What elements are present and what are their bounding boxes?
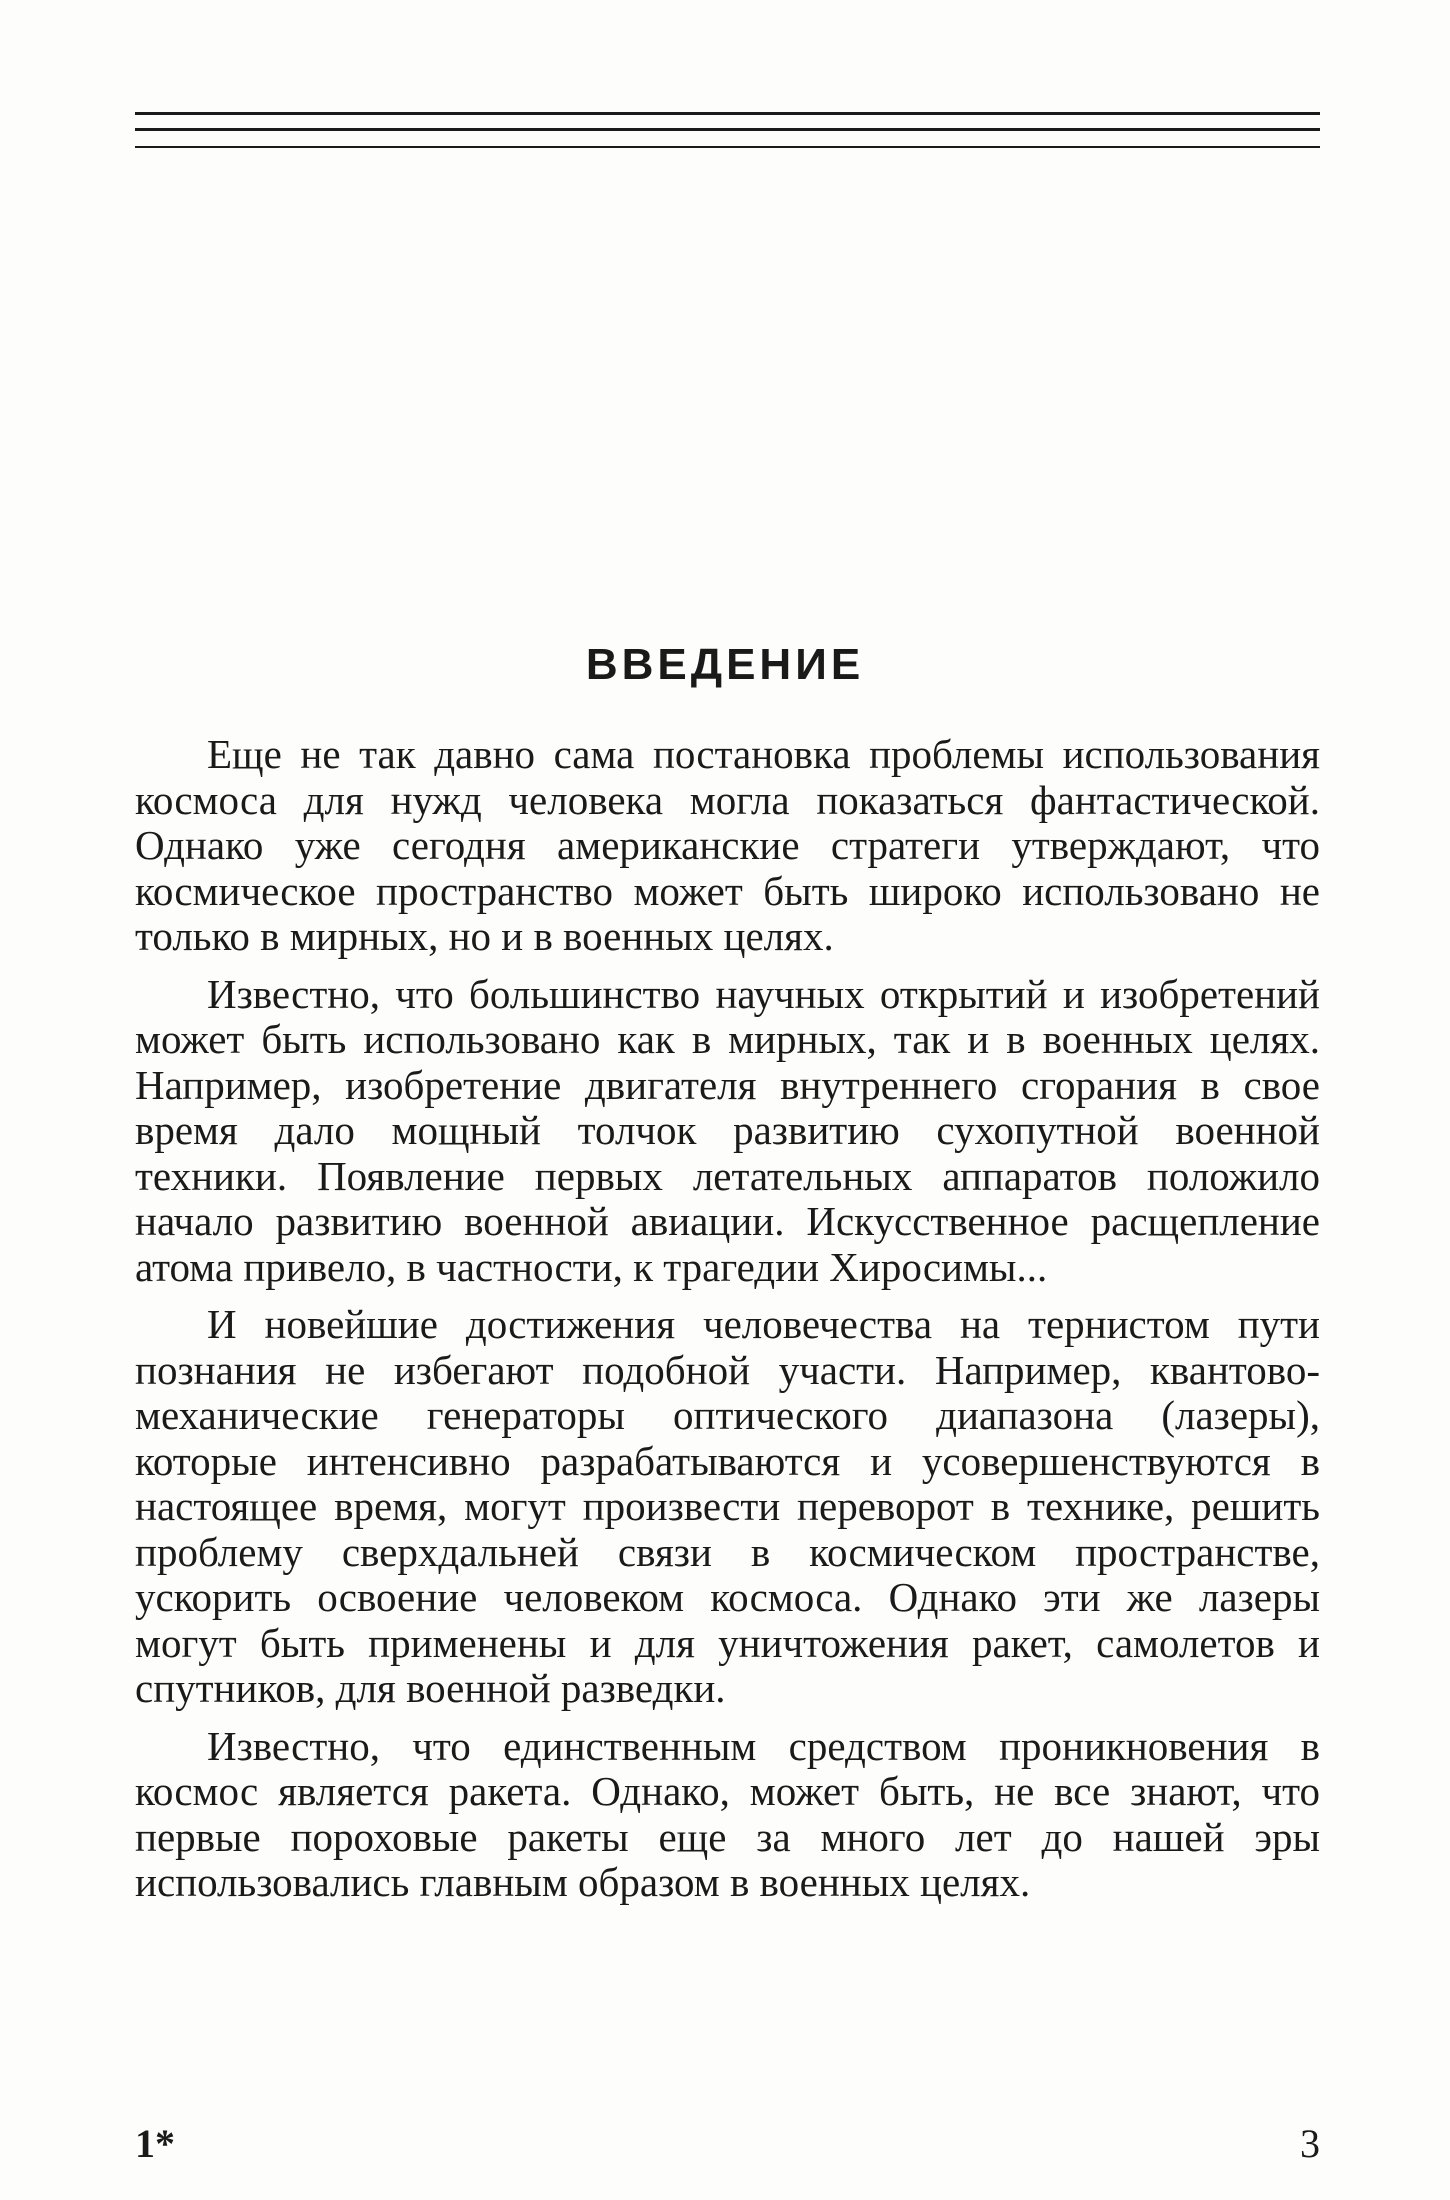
chapter-heading: ВВЕДЕНИЕ bbox=[585, 640, 865, 689]
header-rule-middle bbox=[135, 128, 1320, 131]
body-text bbox=[135, 732, 1320, 1918]
paragraph-4: Известно, что единственным средством проникновения в космос является ракета. Однако, может быть, не все знают, что первые пороховые ракеты еще за много лет до нашей эры использовались главным образом в военных целях. bbox=[135, 1722, 1320, 1905]
page-number: 3 bbox=[1300, 2121, 1320, 2166]
header-rule-top bbox=[135, 112, 1320, 115]
header-rule-bottom bbox=[135, 146, 1320, 148]
paragraph-1: Еще не так давно сама постановка проблемы использования космоса для нужд человека могла показаться фантастической. Однако уже сегодня американские стратеги утверждают, что космическое пространство может быть широко использовано не только в мирных, но и в военных целях. bbox=[135, 731, 1320, 959]
paragraph-2: Известно, что большинство научных открытий и изобретений может быть использовано как в мирных, так и в военных целях. Например, изобретение двигателя внутреннего сгорания в свое время дало мощный толчок развитию сухопутной военной техники. Появление первых летательных аппаратов положило начало развитию военной авиации. Искусственное расщепление атома привело, в частности, к трагедии Хиросимы... bbox=[135, 970, 1320, 1290]
paragraph-3: И новейшие достижения человечества на тернистом пути познания не избегают подобной участи. Например, квантово-механические генераторы оптического диапазона (лазеры), которые интенсивно разрабатываются и усовершенствуются в настоящее время, могут произвести переворот в технике, решить проблему сверхдальней связи в космическом пространстве, ускорить освоение человеком космоса. Однако эти же лазеры могут быть применены и для уничтожения ракет, самолетов и спутников, для военной разведки. bbox=[135, 1301, 1320, 1711]
signature-mark: 1* bbox=[135, 2121, 175, 2166]
